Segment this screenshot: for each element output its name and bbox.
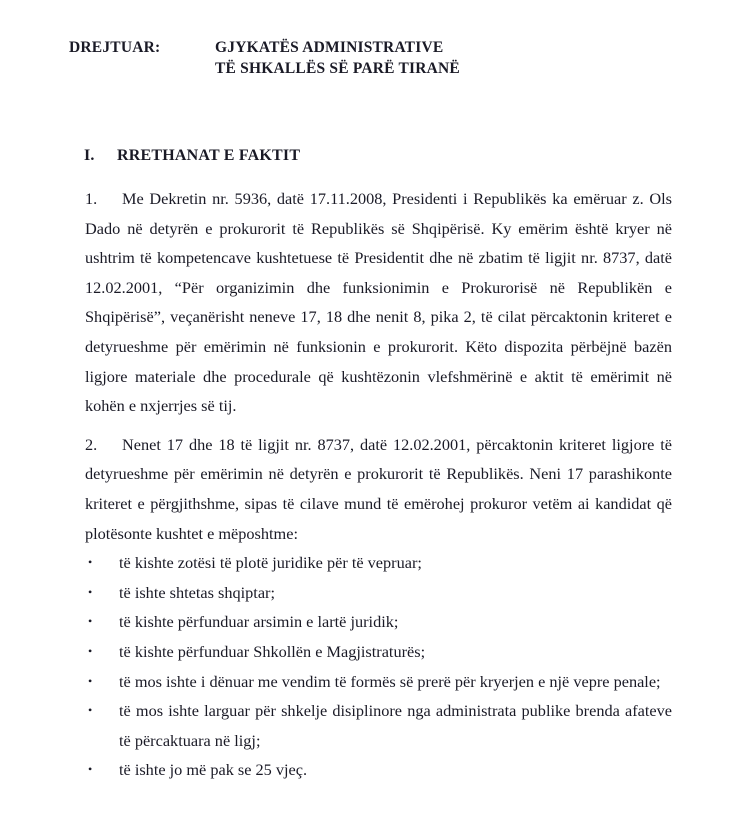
conditions-list: [85, 548, 672, 785]
list-item-text: të kishte përfunduar arsimin e lartë juridik;: [119, 612, 399, 632]
list-item-text: të mos ishte i dënuar me vendim të formës së prerë për kryerjen e një vepre penale;: [119, 671, 661, 691]
list-item-text: të ishte shtetas shqiptar;: [119, 582, 275, 602]
addressee-line-2: TË SHKALLËS SË PARË TIRANË: [215, 60, 460, 77]
list-item-text: të kishte përfunduar Shkollën e Magjistraturës;: [119, 641, 426, 661]
paragraph-2: [85, 430, 672, 548]
paragraph-2-text: Nenet 17 dhe 18 të ligjit nr. 8737, datë 12.02.2001, përcaktonin kriteret ligjore të detyrueshme për emërimin në detyrën e prokurorit të Republikës. Neni 17 parashikonte kriteret e përgjithshme, sipas të cilave mund të emërohej prokuror vetëm ai kandidat që plotësonte kushtet e mëposhtme:: [85, 434, 672, 543]
list-item: [85, 696, 672, 755]
list-item: [85, 548, 672, 578]
list-item-text: të ishte jo më pak se 25 vjeç.: [119, 760, 308, 780]
paragraph-1-text: Me Dekretin nr. 5936, datë 17.11.2008, Presidenti i Republikës ka emëruar z. Ols Dado në detyrën e prokurorit të Republikës së Shqipërisë. Ky emërim është kryer në ushtrim të kompetencave kushtetuese të Presidentit dhe në zbatim të ligjit nr. 8737, datë 12.02.2001, “Për organizimin dhe funksionimin e Prokurorisë në Republikën e Shqipërisë”, veçanërisht neneve 17, 18 dhe nenit 8, pika 2, të cilat përcaktonin kriteret e detyrueshme për emërimin në funksionin e prokurorit. Këto dispozita përbëjnë bazën ligjore materiale dhe procedurale që kushtëzonin vlefshmërinë e aktit të emërimit në kohën e nxjerrjes së tij.: [85, 189, 672, 416]
bullet-icon: •: [88, 614, 93, 629]
list-item: [85, 637, 672, 667]
bullet-icon: •: [88, 703, 93, 718]
bullet-icon: •: [88, 762, 93, 777]
list-item-text: të kishte zotësi të plotë juridike për të vepruar;: [119, 553, 422, 573]
paragraph-1: [85, 184, 672, 421]
list-item: [85, 667, 672, 697]
list-item: [85, 607, 672, 637]
section-title: RRETHANAT E FAKTIT: [117, 147, 301, 164]
bullet-icon: •: [88, 555, 93, 570]
list-item: [85, 755, 672, 785]
addressee-line-1: GJYKATËS ADMINISTRATIVE: [215, 39, 444, 56]
list-item-text: të mos ishte larguar për shkelje disiplinore nga administrata publike brenda afateve të përcaktuara në ligj;: [119, 701, 672, 750]
list-item: [85, 578, 672, 608]
bullet-icon: •: [88, 584, 93, 599]
section-number: I.: [84, 147, 95, 164]
addressee-label: DREJTUAR:: [69, 39, 161, 56]
addressee-header: [69, 0, 736, 79]
addressee-block: [215, 37, 460, 79]
bullet-icon: •: [88, 643, 93, 658]
section-heading: [84, 145, 736, 167]
paragraph-1-number: 1.: [85, 189, 98, 208]
paragraph-2-number: 2.: [85, 434, 98, 454]
bullet-icon: •: [88, 673, 93, 688]
